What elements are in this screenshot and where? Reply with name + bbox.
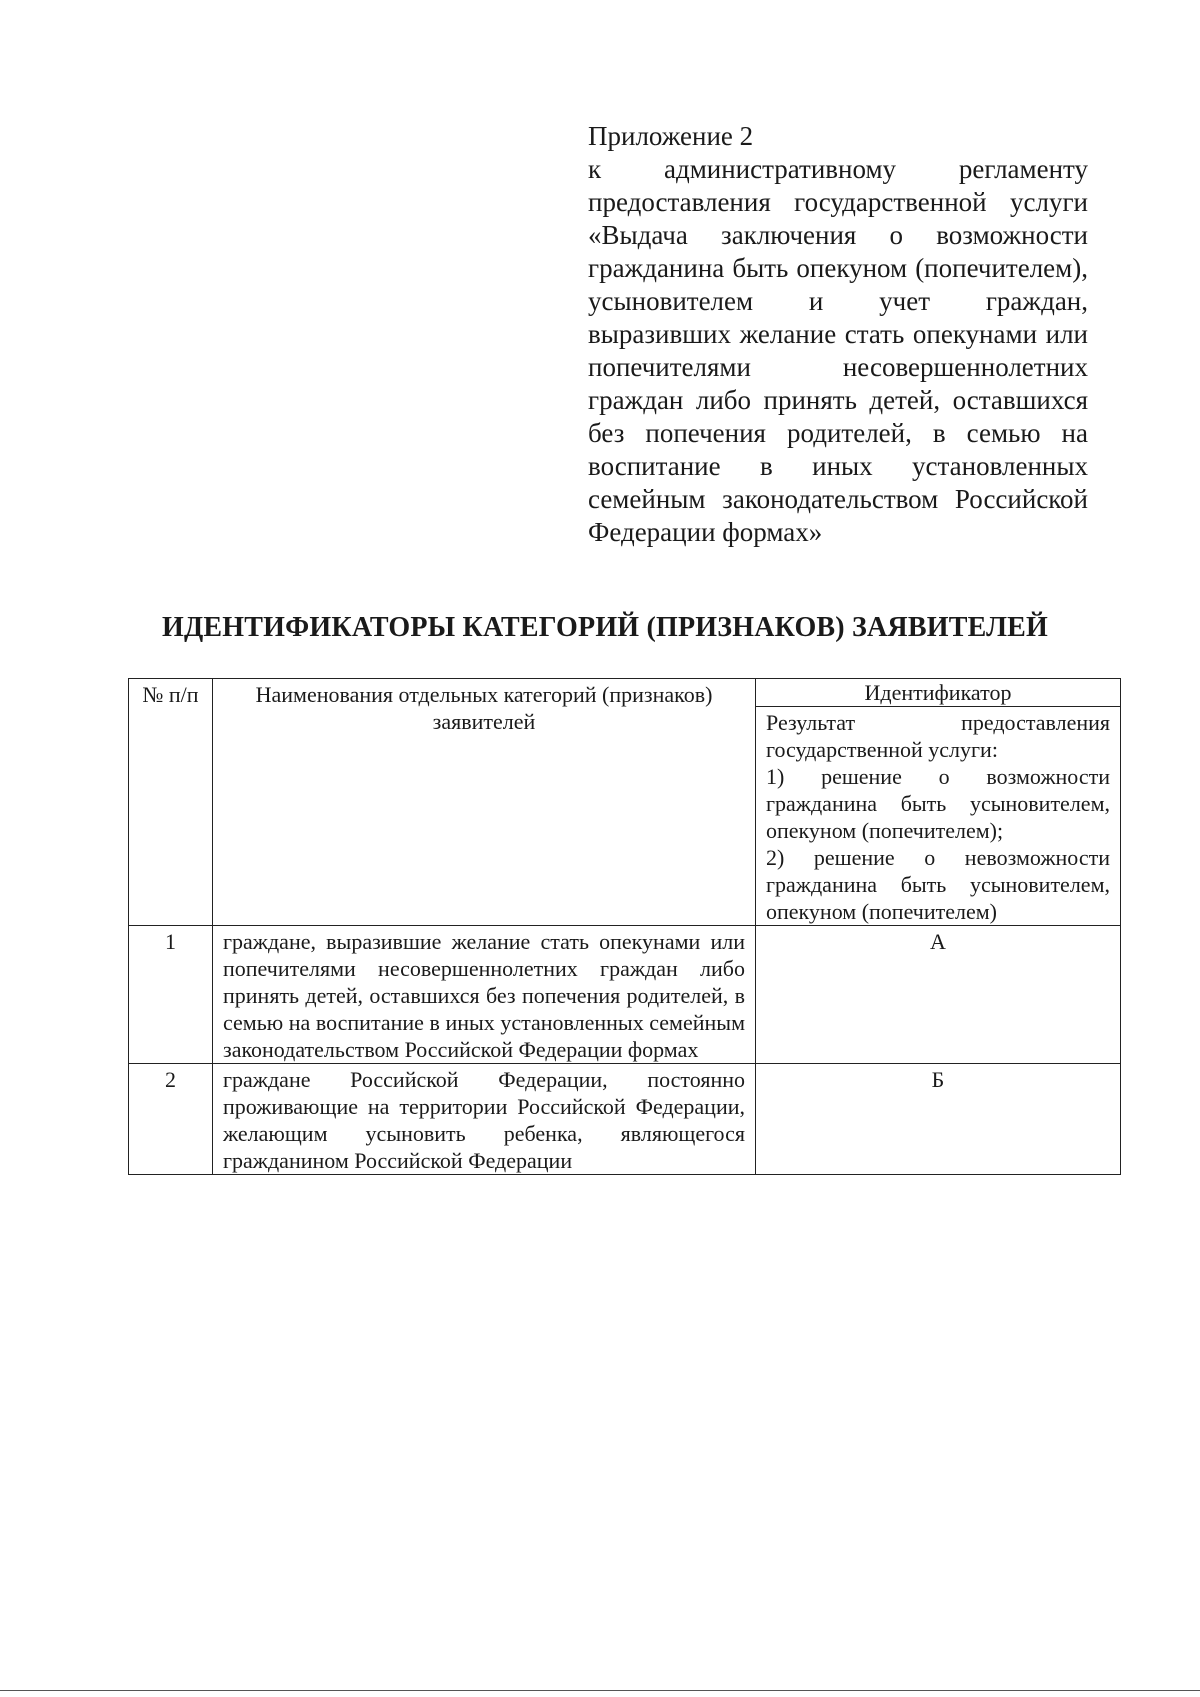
row-category-name: граждане Российской Федерации, постоянно проживающие на территории Российской Федерации, желающим усыновить ребенка, являющегося гражданином Российской Федерации [213, 1064, 756, 1175]
row-category-name: граждане, выразившие желание стать опекунами или попечителями несовершеннолетних граждан либо принять детей, оставшихся без попечения родителей, в семью на воспитание в иных установленных семейным законодательством Российской Федерации формах [213, 926, 756, 1064]
row-number: 2 [129, 1064, 213, 1175]
result-intro: Результат предоставления государственной услуги: [766, 710, 1110, 762]
result-option-2: 2) решение о невозможности гражданина быть усыновителем, опекуном (попечителем) [766, 845, 1110, 924]
header-number: № п/п [129, 679, 213, 926]
table-header-row [129, 679, 1121, 707]
document-title: ИДЕНТИФИКАТОРЫ КАТЕГОРИЙ (ПРИЗНАКОВ) ЗАЯВИТЕЛЕЙ [161, 612, 1049, 643]
row-identifier: А [756, 926, 1121, 1064]
result-option-1: 1) решение о возможности гражданина быть усыновителем, опекуном (попечителем); [766, 764, 1110, 843]
header-identifier-result [756, 707, 1121, 926]
header-identifier: Идентификатор [756, 679, 1121, 707]
page-edge-line [0, 1690, 1200, 1691]
appendix-block [588, 120, 1088, 549]
row-identifier: Б [756, 1064, 1121, 1175]
row-number: 1 [129, 926, 213, 1064]
table-row [129, 926, 1121, 1064]
table-row [129, 1064, 1121, 1175]
appendix-number: Приложение 2 [588, 121, 754, 151]
header-category-name: Наименования отдельных категорий (признаков) заявителей [213, 679, 756, 926]
identifiers-table [128, 678, 1121, 1175]
appendix-reference: к административному регламенту предоставления государственной услуги «Выдача заключения о возможности гражданина быть опекуном (попечителем), усыновителем и учет граждан, выразивших желание стать опекунами или попечителями несовершеннолетних граждан либо принять детей, оставшихся без попечения родителей, в семью на воспитание в иных установленных семейным законодательством Российской Федерации формах» [588, 154, 1088, 547]
